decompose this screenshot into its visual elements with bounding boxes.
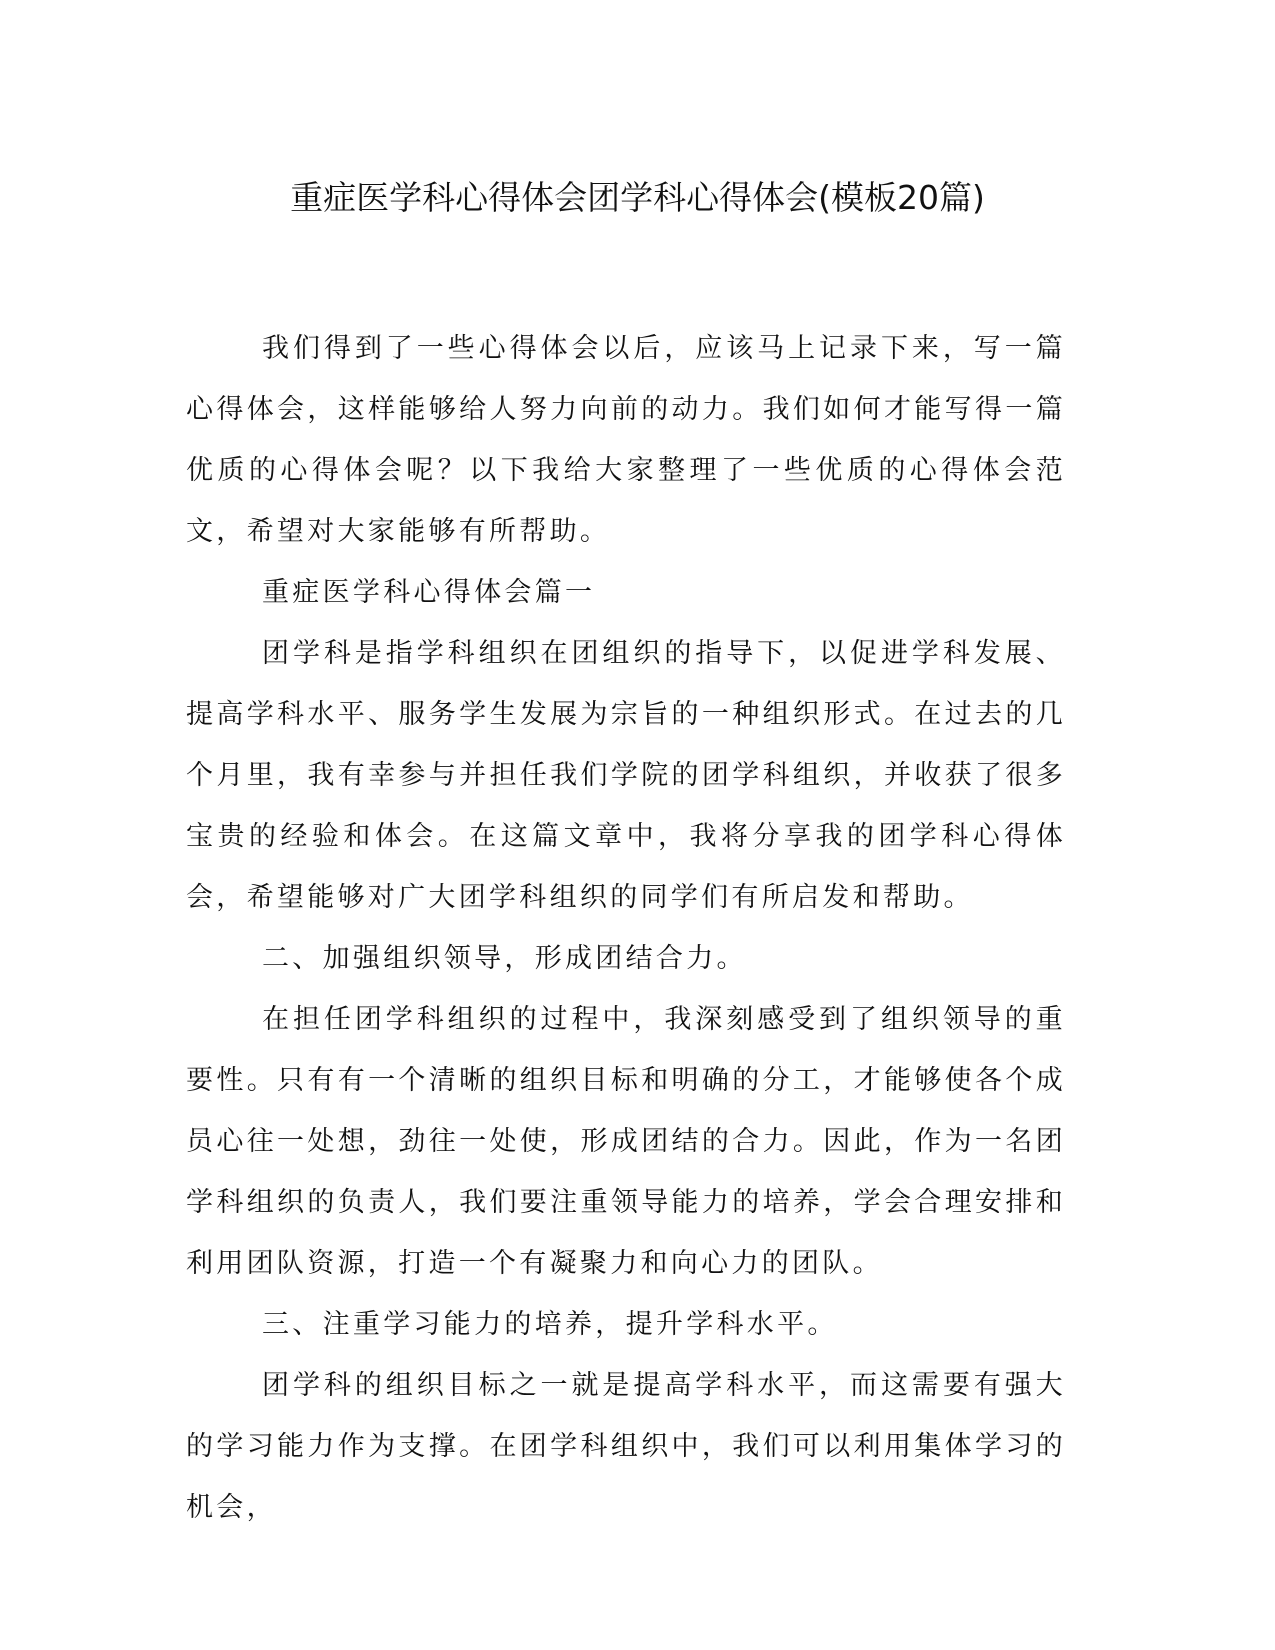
body-paragraph: 团学科的组织目标之一就是提高学科水平，而这需要有强大的学习能力作为支撑。在团学科组织中，我们可以利用集体学习的机会，: [186, 1370, 1066, 1523]
body-paragraph: 团学科是指学科组织在团组织的指导下，以促进学科发展、提高学科水平、服务学生发展为宗旨的一种组织形式。在过去的几个月里，我有幸参与并担任我们学院的团学科组织，并收获了很多宝贵的经验和体会。在这篇文章中，我将分享我的团学科心得体会，希望能够对广大团学科组织的同学们有所启发和帮助。: [186, 638, 1066, 913]
section-heading-part-one: 重症医学科心得体会篇一: [262, 577, 596, 608]
section-heading-two: 二、加强组织领导，形成团结合力。: [262, 943, 747, 974]
document-body: [186, 318, 1066, 1538]
section-heading-three: 三、注重学习能力的培养，提升学科水平。: [262, 1309, 838, 1340]
intro-paragraph: 我们得到了一些心得体会以后，应该马上记录下来，写一篇心得体会，这样能够给人努力向前的动力。我们如何才能写得一篇优质的心得体会呢？以下我给大家整理了一些优质的心得体会范文，希望对大家能够有所帮助。: [186, 333, 1066, 547]
body-paragraph: 在担任团学科组织的过程中，我深刻感受到了组织领导的重要性。只有有一个清晰的组织目标和明确的分工，才能够使各个成员心往一处想，劲往一处使，形成团结的合力。因此，作为一名团学科组织的负责人，我们要注重领导能力的培养，学会合理安排和利用团队资源，打造一个有凝聚力和向心力的团队。: [186, 1004, 1066, 1279]
document-title: 重症医学科心得体会团学科心得体会(模板20篇): [290, 178, 985, 217]
